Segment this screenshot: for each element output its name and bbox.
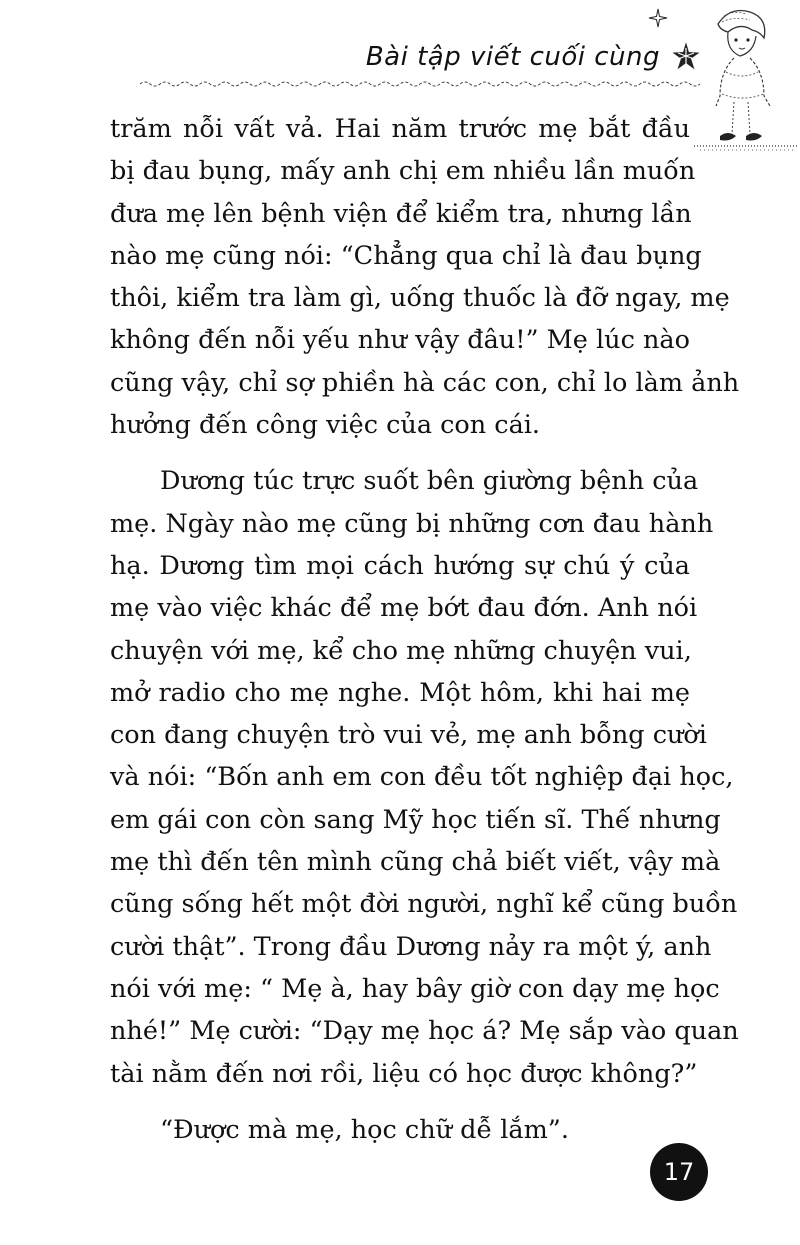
text-line: nhé!” Mẹ cười: “Dạy mẹ học á? Mẹ sắp vào quan — [110, 1016, 739, 1047]
header-wavy-rule — [140, 80, 700, 88]
text-line: nào mẹ cũng nói: “Chẳng qua chỉ là đau bụng — [110, 240, 702, 271]
text-line: và nói: “Bốn anh em con đều tốt nghiệp đại học, — [110, 762, 734, 793]
paragraph-1 — [110, 108, 740, 446]
text-line: cũng sống hết một đời người, nghĩ kể cũng buồn — [110, 889, 738, 920]
text-line: Dương túc trực suốt bên giường bệnh của — [160, 466, 699, 497]
text-line: chuyện với mẹ, kể cho mẹ những chuyện vui, — [110, 635, 692, 666]
page-header — [0, 36, 800, 106]
girl-figure-illustration — [690, 2, 800, 162]
paragraph-2 — [110, 460, 739, 1094]
text-line: thôi, kiểm tra làm gì, uống thuốc là đỡ ngay, mẹ — [110, 283, 730, 314]
text-line: mẹ thì đến tên mình cũng chả biết viết, vậy mà — [110, 847, 721, 878]
text-line: đưa mẹ lên bệnh viện để kiểm tra, nhưng lần — [110, 198, 692, 229]
text-line: em gái con còn sang Mỹ học tiến sĩ. Thế nhưng — [110, 804, 721, 835]
paragraph-gap — [110, 446, 690, 460]
text-line: nói với mẹ: “ Mẹ à, hay bây giờ con dạy mẹ học — [110, 973, 720, 1004]
paragraph-3 — [110, 1109, 690, 1151]
text-line: mẹ vào việc khác để mẹ bớt đau đớn. Anh nói — [110, 593, 698, 624]
text-line: mở radio cho mẹ nghe. Một hôm, khi hai mẹ — [110, 677, 690, 708]
text-line: không đến nỗi yếu như vậy đâu!” Mẹ lúc nào — [110, 325, 690, 356]
text-line: mẹ. Ngày nào mẹ cũng bị những cơn đau hành — [110, 508, 714, 539]
text-line: trăm nỗi vất vả. Hai năm trước mẹ bắt đầu — [110, 114, 690, 144]
running-title: Bài tập viết cuối cùng — [365, 42, 660, 72]
text-line: cười thật”. Trong đầu Dương nảy ra một ý, anh — [110, 931, 712, 962]
body-text — [110, 108, 740, 1151]
text-line: cũng vậy, chỉ sợ phiền hà các con, chỉ lo làm ảnh — [110, 367, 740, 398]
text-line: hưởng đến công việc của con cái. — [110, 410, 541, 441]
text-line: tài nằm đến nơi rồi, liệu có học được không?” — [110, 1058, 698, 1089]
text-line: hạ. Dương tìm mọi cách hướng sự chú ý của — [110, 550, 690, 581]
text-line: con đang chuyện trò vui vẻ, mẹ anh bỗng cười — [110, 720, 707, 751]
paragraph-gap — [110, 1095, 690, 1109]
text-line: “Được mà mẹ, học chữ dễ lắm”. — [160, 1114, 569, 1145]
sparkle-icon — [648, 8, 668, 28]
page-number: 17 — [650, 1143, 708, 1201]
text-line: bị đau bụng, mấy anh chị em nhiều lần muốn — [110, 156, 696, 187]
